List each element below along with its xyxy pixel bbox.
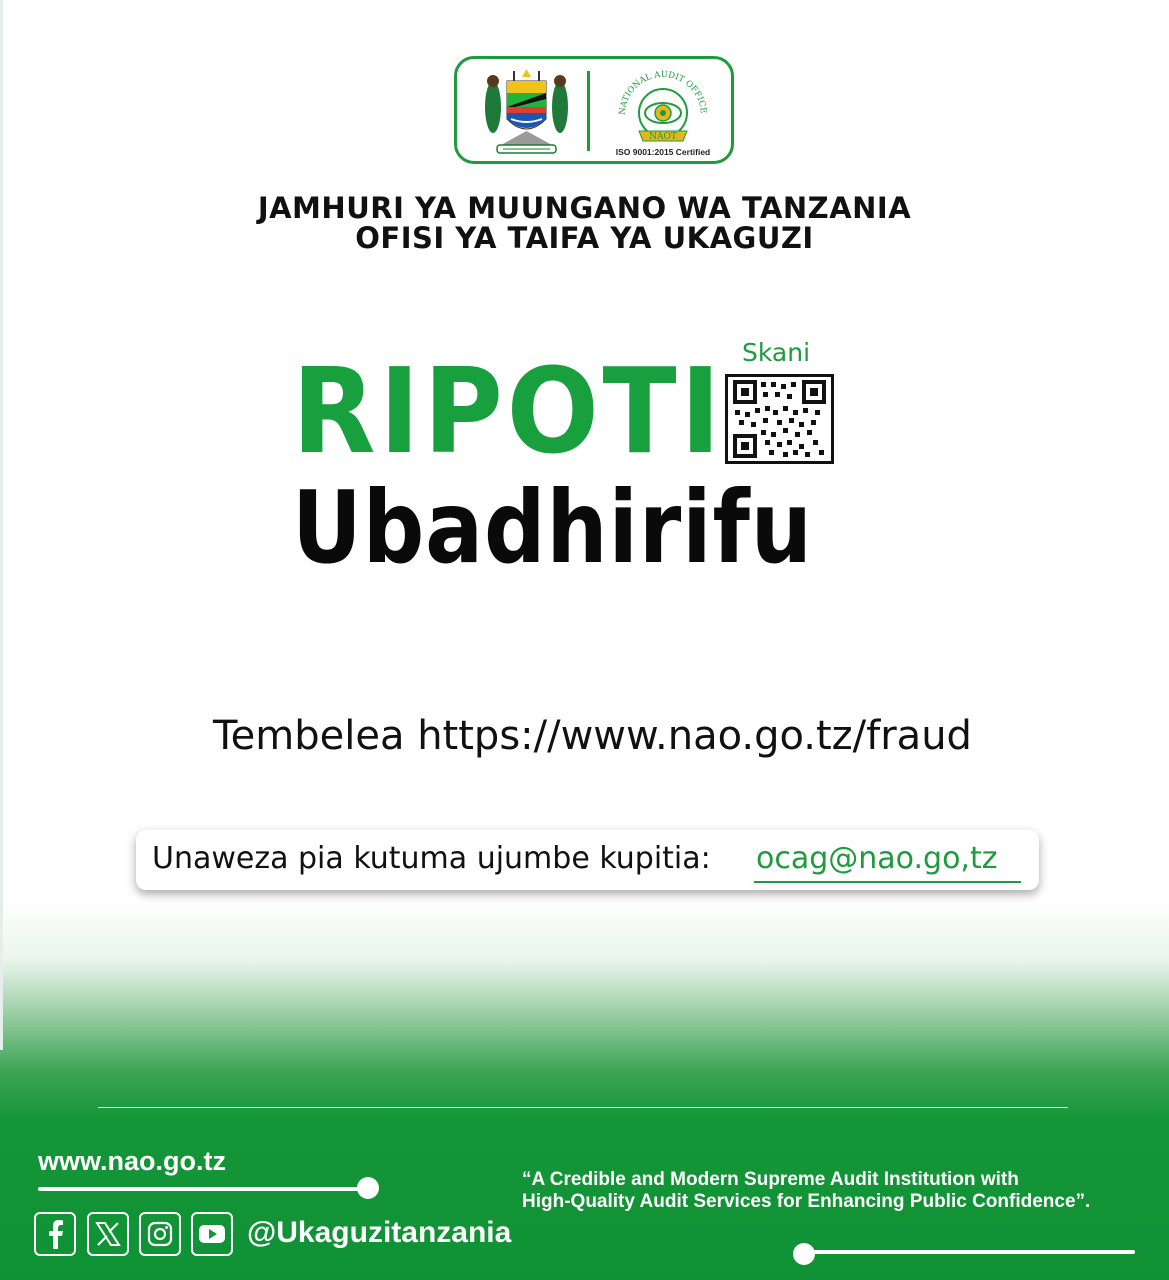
website-underline-bar (38, 1187, 370, 1191)
logo-divider (587, 71, 590, 151)
quote-underline-bar (795, 1250, 1135, 1254)
quote-bar-dot (793, 1243, 815, 1265)
contact-pill (136, 830, 1039, 890)
visit-link-text[interactable]: Tembelea https://www.nao.go.tz/fraud (213, 713, 972, 759)
mission-quote (522, 1169, 1090, 1213)
title-ripoti: RIPOTI (292, 342, 725, 480)
qr-code-icon[interactable] (725, 374, 834, 464)
naot-arc-text: NATIONAL AUDIT OFFICE (617, 69, 709, 116)
x-icon[interactable] (87, 1212, 129, 1256)
youtube-icon[interactable] (191, 1212, 233, 1256)
quote-line-1: “A Credible and Modern Supreme Audit Institution with (522, 1169, 1019, 1190)
scan-label: Skani (742, 338, 811, 367)
naot-banner-text: NAOT (649, 132, 677, 142)
footer-divider (98, 1107, 1068, 1108)
logo-box (454, 56, 734, 164)
left-edge-line (0, 0, 3, 1050)
website-bar-dot (357, 1177, 379, 1199)
office-heading: OFISI YA TAIFA YA UKAGUZI (355, 221, 814, 255)
country-heading: JAMHURI YA MUUNGANO WA TANZANIA (257, 191, 912, 225)
coat-of-arms-icon (479, 67, 574, 159)
facebook-icon[interactable] (34, 1212, 76, 1256)
email-underline (754, 881, 1021, 883)
contact-prefix: Unaweza pia kutuma ujumbe kupitia: (152, 841, 711, 876)
title-ubadhirifu: Ubadhirifu (292, 469, 813, 586)
contact-email-link[interactable]: ocag@nao.go,tz (756, 841, 998, 876)
social-handle[interactable]: @Ukaguzitanzania (247, 1216, 512, 1249)
footer-website-link[interactable]: www.nao.go.tz (38, 1146, 226, 1176)
naot-logo-icon (607, 63, 717, 159)
quote-line-2: High-Quality Audit Services for Enhancing Public Confidence”. (522, 1191, 1091, 1212)
iso-text: ISO 9001:2015 Certified (615, 147, 711, 157)
instagram-icon[interactable] (139, 1212, 181, 1256)
